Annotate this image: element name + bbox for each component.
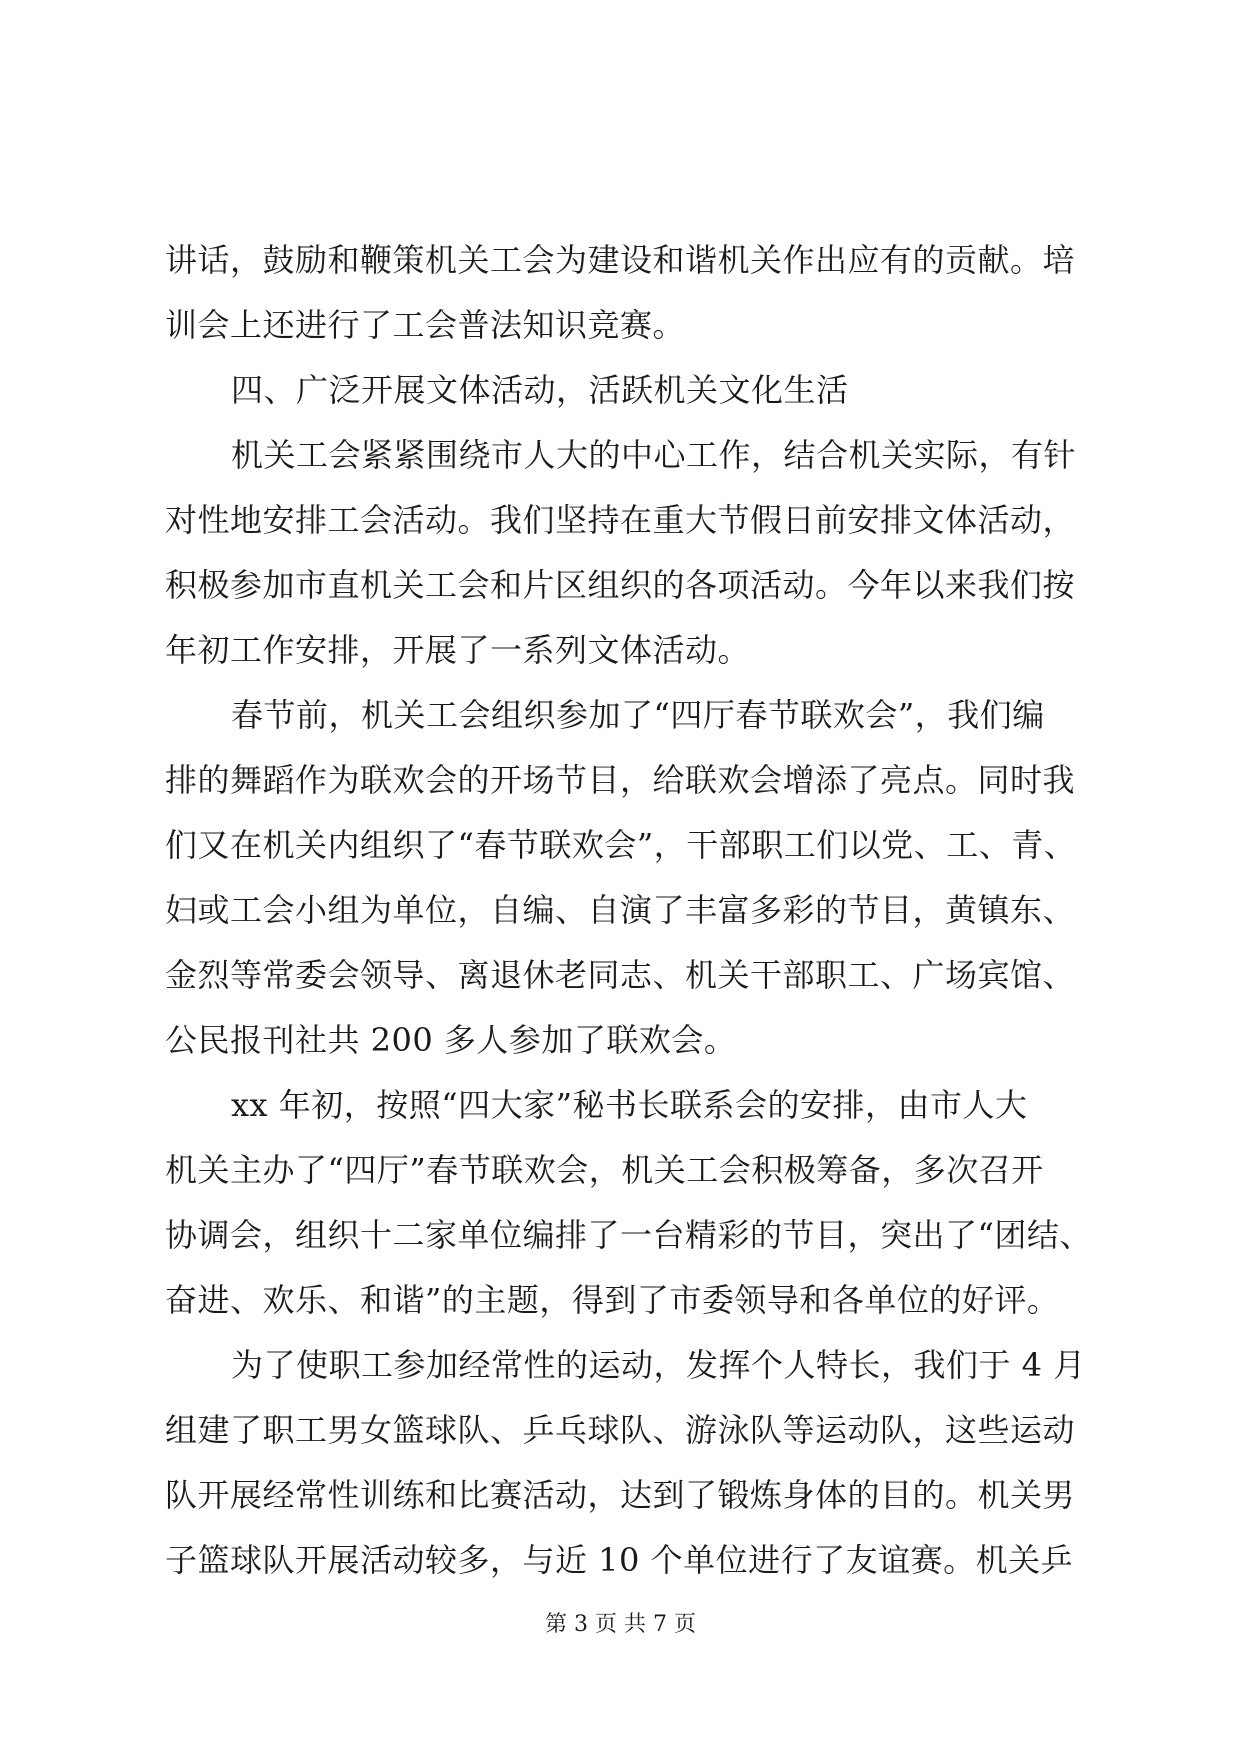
text-line: 队开展经常性训练和比赛活动，达到了锻炼身体的目的。机关男 — [165, 1476, 1076, 1514]
text-line: 金烈等常委会领导、离退休老同志、机关干部职工、广场宾馆、 — [165, 956, 1076, 994]
text-line: 们又在机关内组织了“春节联欢会”，干部职工们以党、工、青、 — [165, 826, 1077, 864]
text-line: 积极参加市直机关工会和片区组织的各项活动。今年以来我们按 — [165, 566, 1076, 604]
text-line: 子篮球队开展活动较多，与近 10 个单位进行了友谊赛。机关乒 — [165, 1541, 1074, 1579]
text-line: xx 年初，按照“四大家”秘书长联系会的安排，由市人大 — [231, 1086, 1028, 1124]
text-line: 年初工作安排，开展了一系列文体活动。 — [165, 631, 751, 669]
text-line: 公民报刊社共 200 多人参加了联欢会。 — [165, 1021, 737, 1059]
text-line: 奋进、欢乐、和谐”的主题，得到了市委领导和各单位的好评。 — [165, 1281, 1060, 1319]
text-line: 春节前，机关工会组织参加了“四厅春节联欢会”，我们编 — [231, 696, 1045, 734]
text-line: 妇或工会小组为单位，自编、自演了丰富多彩的节目，黄镇东、 — [165, 891, 1076, 929]
text-line: 协调会，组织十二家单位编排了一台精彩的节目，突出了“团结、 — [165, 1216, 1092, 1254]
text-line: 排的舞蹈作为联欢会的开场节目，给联欢会增添了亮点。同时我 — [165, 761, 1076, 799]
text-line: 训会上还进行了工会普法知识竞赛。 — [165, 306, 686, 344]
text-line: 组建了职工男女篮球队、乒乓球队、游泳队等运动队，这些运动 — [165, 1411, 1076, 1449]
text-line: 对性地安排工会活动。我们坚持在重大节假日前安排文体活动， — [165, 501, 1076, 539]
text-line: 机关工会紧紧围绕市人大的中心工作，结合机关实际，有针 — [231, 436, 1077, 474]
section-heading: 四、广泛开展文体活动，活跃机关文化生活 — [231, 371, 849, 409]
page-number-footer: 第 3 页 共 7 页 — [545, 1612, 696, 1637]
text-line: 机关主办了“四厅”春节联欢会，机关工会积极筹备，多次召开 — [165, 1151, 1044, 1189]
text-line: 为了使职工参加经常性的运动，发挥个人特长，我们于 4 月 — [231, 1346, 1086, 1384]
text-line: 讲话，鼓励和鞭策机关工会为建设和谐机关作出应有的贡献。培 — [165, 241, 1076, 279]
document-body — [165, 228, 1092, 1593]
